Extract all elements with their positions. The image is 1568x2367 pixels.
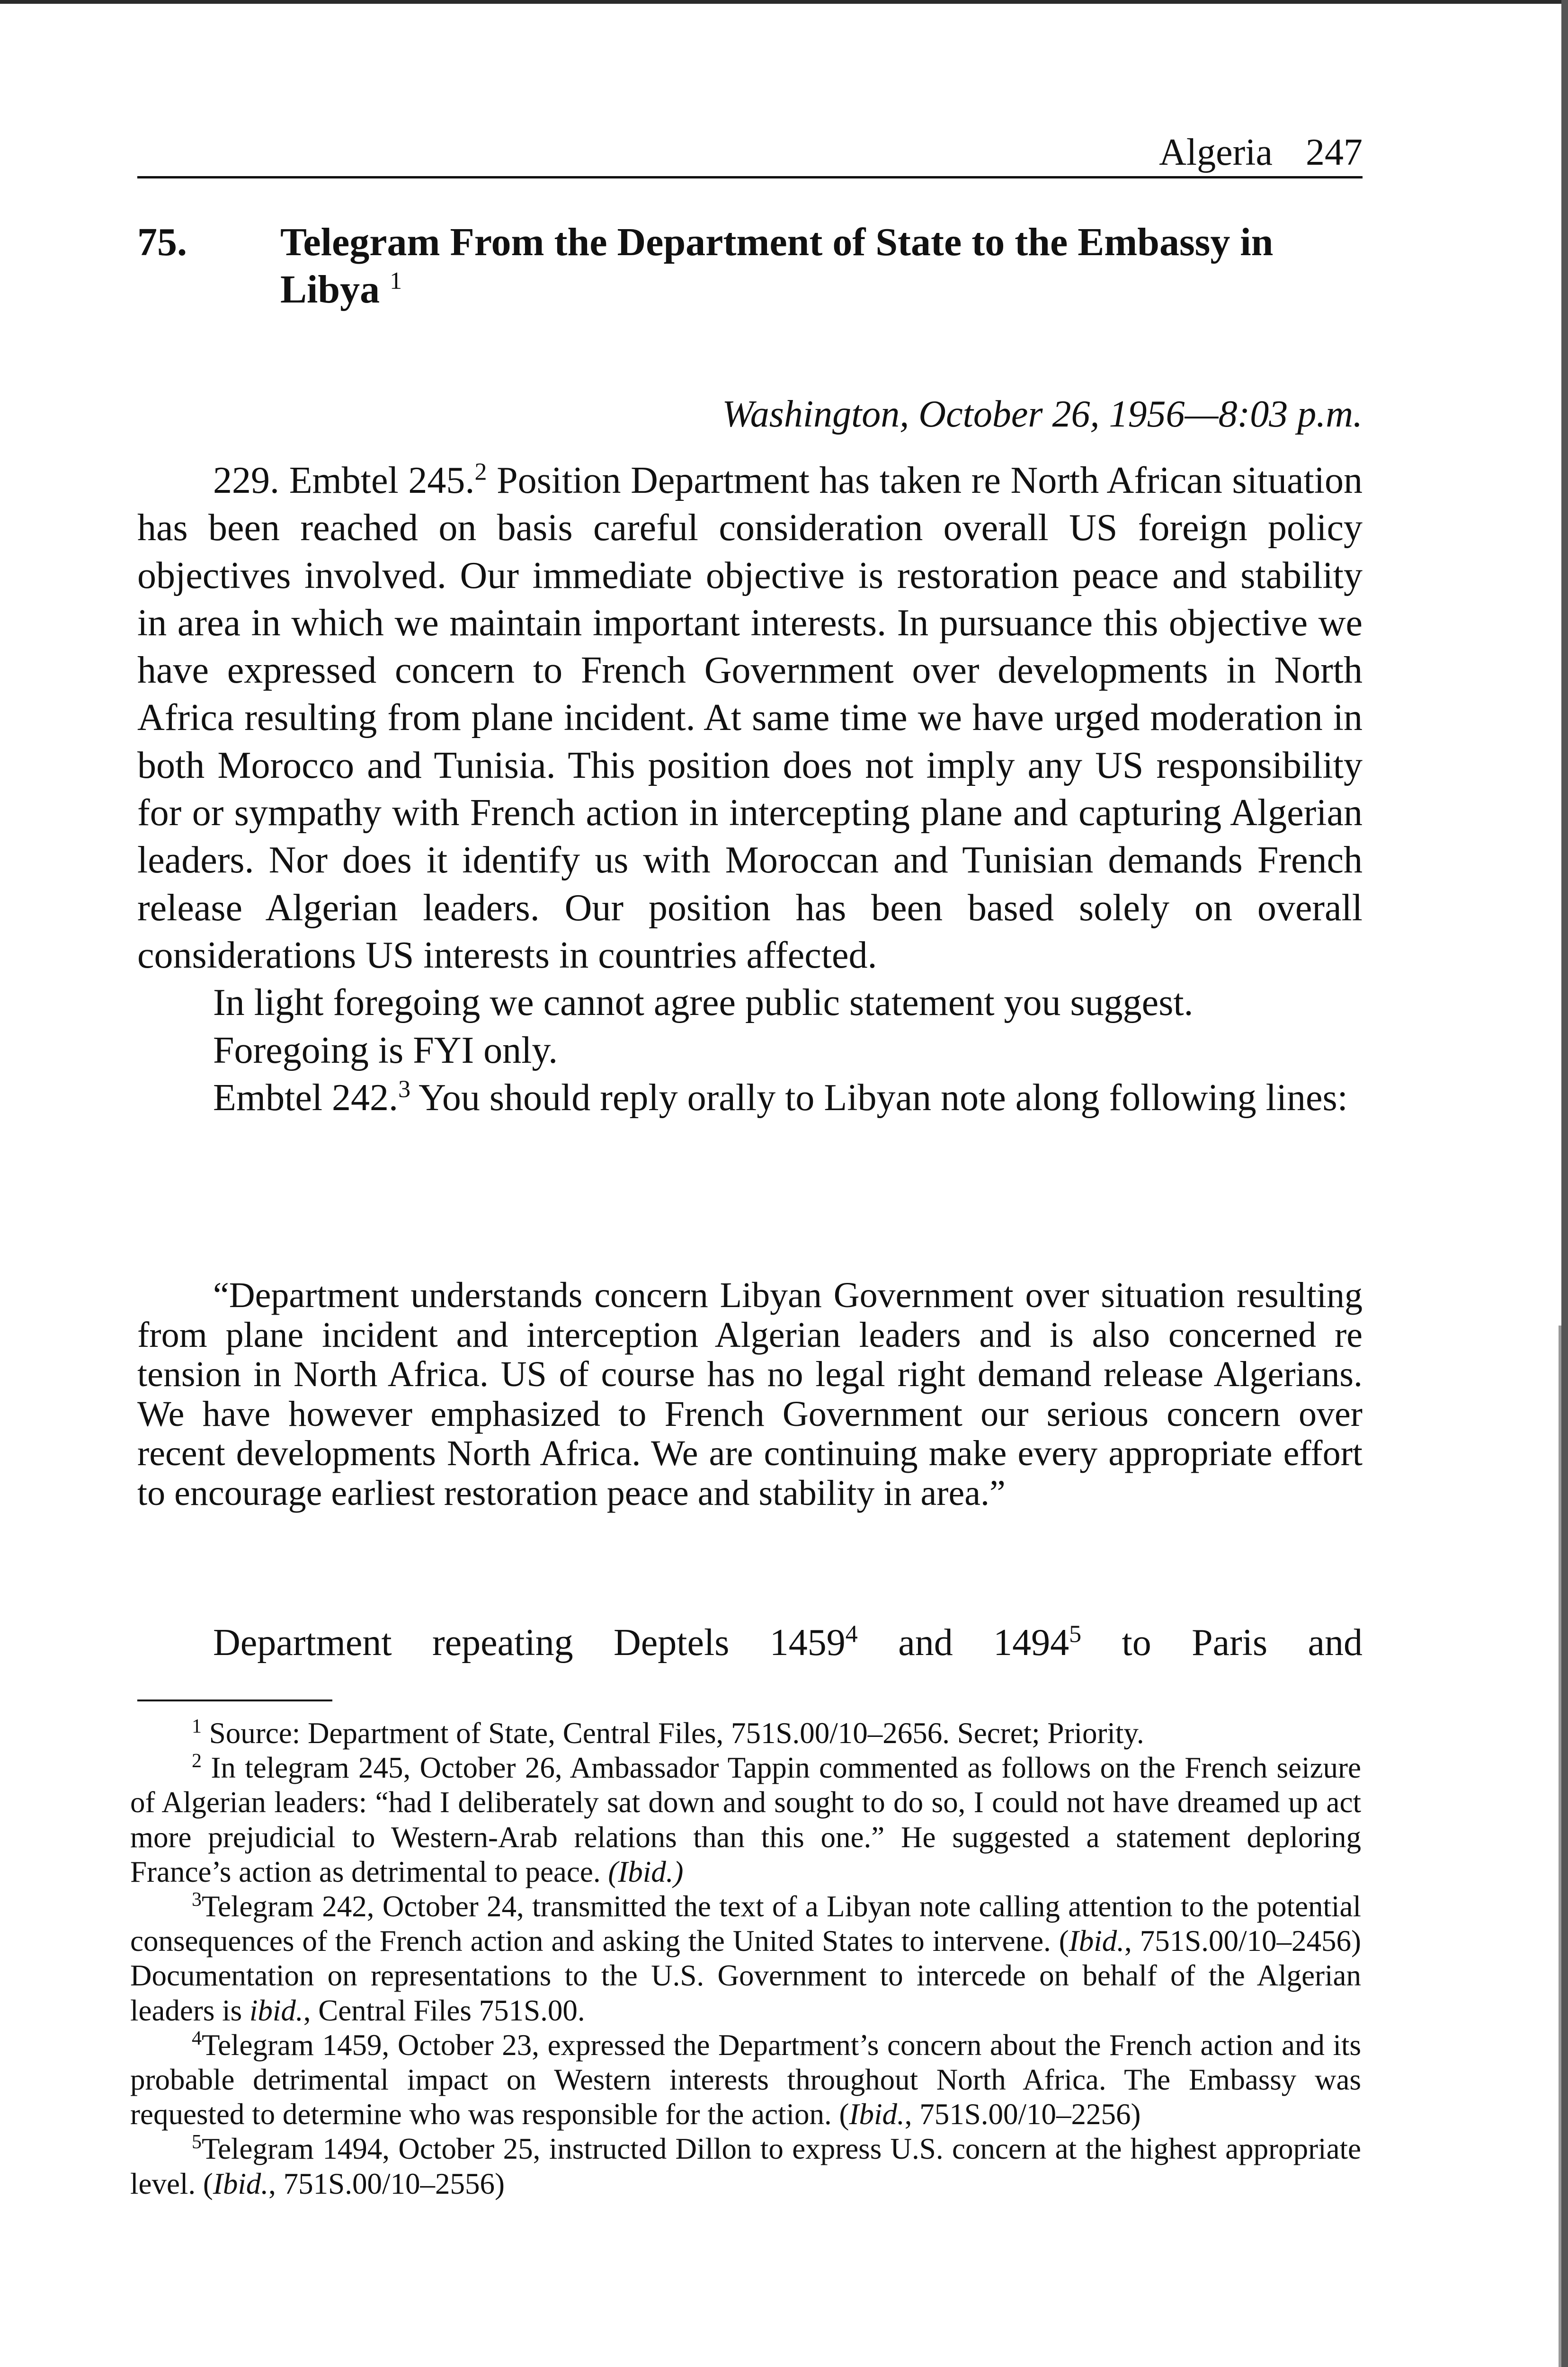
p5-lead: Department repeating Deptels 1459	[213, 1622, 846, 1664]
footnote-3-ibid: Ibid.	[1069, 1924, 1124, 1958]
body-paragraph-4	[137, 1074, 1363, 1121]
footnote-3-ibid-2: ibid.	[249, 1993, 303, 2027]
footnote-2	[130, 1751, 1361, 1889]
footnote-rule	[137, 1700, 332, 1701]
footnote-marker-3: 3	[398, 1076, 411, 1103]
footnote-3	[130, 1889, 1361, 2028]
running-head-section: Algeria	[1159, 132, 1273, 173]
footnote-3-number: 3	[192, 1889, 202, 1911]
body-paragraph-1	[137, 457, 1363, 979]
footnote-5-number: 5	[192, 2131, 202, 2153]
footnote-4	[130, 2028, 1361, 2132]
body-paragraph-2: In light foregoing we cannot agree public statement you suggest.	[213, 982, 1194, 1024]
document-title	[280, 219, 1364, 313]
p5-mid: and 1494	[898, 1622, 1069, 1664]
footnote-3-text-a: Telegram 242, October 24, transmitted the text of a Libyan note calling attention to the potential consequences of the French action and asking the United States to intervene. (	[130, 1890, 1361, 1958]
title-footnote-marker: 1	[390, 267, 402, 294]
p5-end: to Paris and	[1122, 1622, 1363, 1664]
p4-text: You should reply orally to Libyan note along following lines:	[419, 1077, 1348, 1119]
scan-right-shadow	[1559, 1326, 1561, 2367]
document-title-text: Telegram From the Department of State to the Embassy in Libya	[280, 220, 1274, 311]
footnote-4-text-a: Telegram 1459, October 23, expressed the Department’s concern about the French action and its probable detrimental impact on Western interests throughout North Africa. The Embassy was requested to determine who was responsible for the action. (	[130, 2028, 1361, 2131]
body-text	[137, 457, 1363, 1121]
body-paragraph-3: Foregoing is FYI only.	[213, 1029, 558, 1071]
footnote-5-text-a: Telegram 1494, October 25, instructed Dillon to express U.S. concern at the highest appropriate level. (	[130, 2132, 1361, 2200]
scan-right-edge	[1561, 0, 1568, 2367]
dateline: Washington, October 26, 1956—8:03 p.m.	[722, 393, 1363, 435]
footnote-2-text: In telegram 245, October 26, Ambassador Tappin commented as follows on the French seizure of Algerian leaders: “had I deliberately sat down and sought to do so, I could not have dreamed up act more prejudicial to Western-Arab relations than this one.” He suggested a statement deploring France’s action as detrimental to peace.	[130, 1751, 1361, 1888]
footnote-marker-5: 5	[1069, 1620, 1082, 1648]
footnote-5	[130, 2132, 1361, 2201]
footnote-4-number: 4	[192, 2027, 202, 2049]
footnote-2-number: 2	[192, 1750, 202, 1772]
scan-top-edge	[0, 0, 1568, 4]
body-paragraph-5	[137, 1619, 1363, 1666]
p1-text: Position Department has taken re North African situation has been reached on basis careful consideration overall US foreign policy objectives involved. Our immediate objective is restoration peace and stability in area in which we maintain important interests. In pursuance this objective we have expressed concern to French Government over developments in North Africa resulting from plane incident. At same time we have urged moderation in both Morocco and Tunisia. This position does not imply any US responsibility for or sympathy with French action in intercepting plane and capturing Algerian leaders. Nor does it identify us with Moroccan and Tunisian demands French release Algerian leaders. Our position has been based solely on overall considerations US interests in countries affected.	[137, 460, 1363, 976]
footnote-marker-4: 4	[845, 1620, 858, 1648]
footnote-1-text: Source: Department of State, Central Files, 751S.00/10–2656. Secret; Priority.	[209, 1717, 1144, 1750]
document-number: 75.	[137, 220, 187, 264]
footnote-2-citation: (Ibid.)	[608, 1855, 684, 1888]
footnote-3-text-c: , Central Files 751S.00.	[303, 1993, 585, 2027]
footnote-4-ibid: Ibid.	[849, 2098, 905, 2131]
p1-lead: 229. Embtel 245.	[213, 460, 475, 501]
p4-lead: Embtel 242.	[213, 1077, 399, 1119]
footnote-4-text-b: , 751S.00/10–2256)	[904, 2098, 1141, 2131]
footnote-1	[130, 1716, 1361, 1751]
quoted-reply: “Department understands concern Libyan Government over situation resulting from plane incident and interception Algerian leaders and is also concerned re tension in North Africa. US of course has no legal right demand release Algerians. We have however emphasized to French Government our serious concern over recent developments North Africa. We are continuing make every appropriate effort to encourage earliest restoration peace and stability in area.”	[137, 1275, 1363, 1513]
footnote-marker-2: 2	[474, 458, 487, 486]
page-number: 247	[1306, 132, 1363, 173]
footnote-5-text-b: , 751S.00/10–2556)	[268, 2167, 505, 2200]
footnote-5-ibid: Ibid.	[213, 2167, 269, 2200]
footnotes	[130, 1716, 1361, 2201]
footnote-3-text-b: , 751S.00/10–2456) Documentation on representations to the U.S. Government to intercede on behalf of the Algerian leaders is	[130, 1924, 1361, 2027]
running-head	[137, 129, 1363, 178]
footnote-1-number: 1	[192, 1716, 202, 1737]
